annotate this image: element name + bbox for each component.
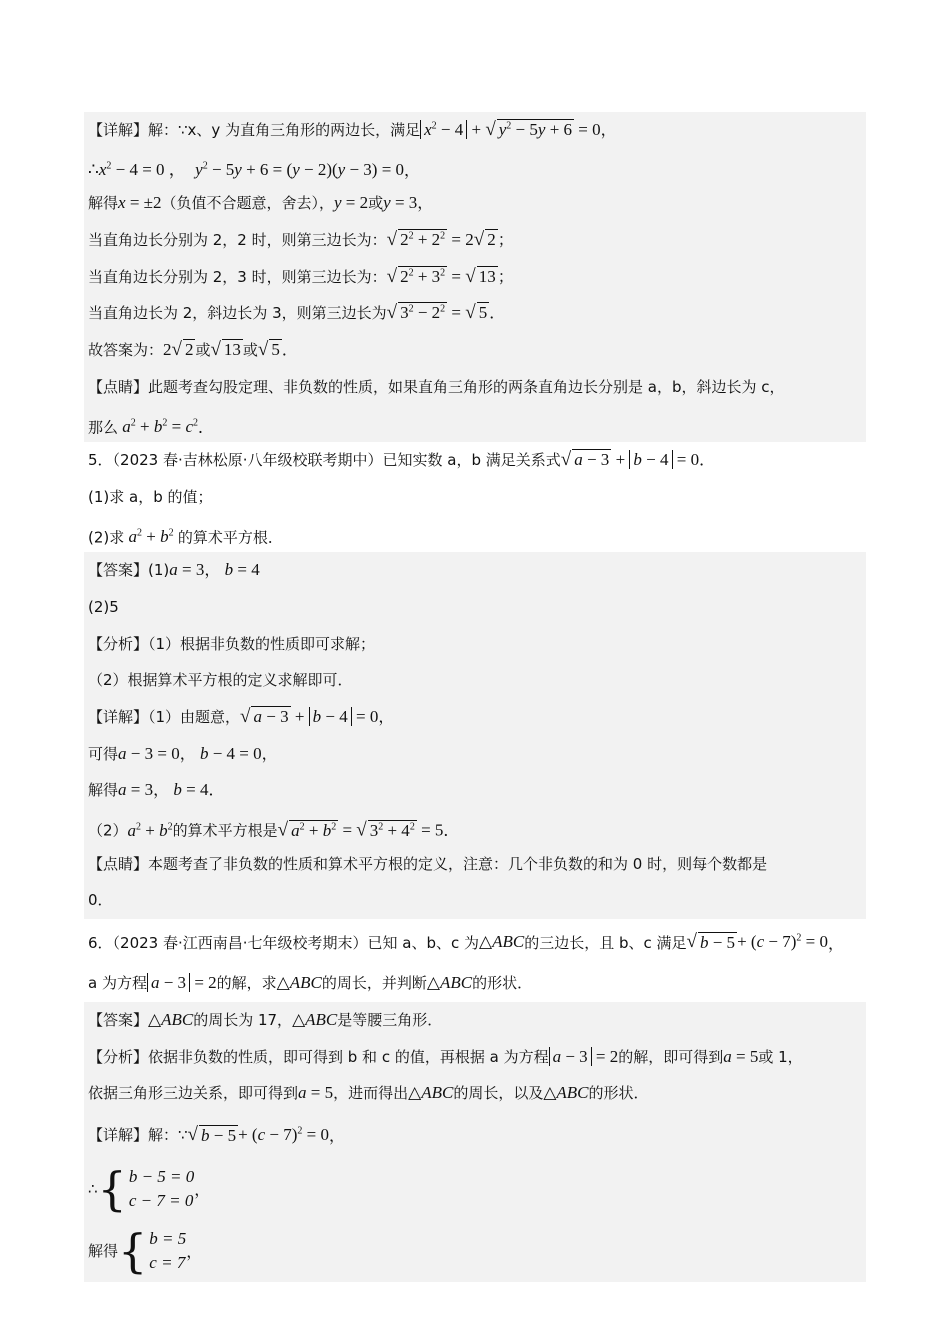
q4-detail-line-2: $\therefore x^2 - 4 = 0$ ， $y^2 - 5y + 6 = (y - 2)(y - 3) = 0$， [88, 160, 421, 180]
question-6 [84, 919, 866, 1002]
q4-detail-line-6: 当直角边长为 2，斜边长为 3，则第三边长为√ $3^2 - 2^2$ = √ 5 ． [88, 302, 506, 324]
q4-detail-line-5: 当直角边长分别为 2，3 时，则第三边长为：√ $2^2 + 3^2$ = √ 13 ； [88, 265, 514, 287]
q4-detail-line-1: 【详解】解：∵x、y 为直角三角形的两边长，满足 $x^2 - 4$ + √ $y^2 - 5y + 6 = 0$， [88, 119, 617, 140]
q4-detail-line-3: 解得x = ±2（负值不合题意，舍去），y = 2或y = 3， [88, 193, 434, 213]
q5-detail-2: 可得a − 3 = 0， b − 4 = 0， [88, 743, 278, 763]
q4-comment-line-1: 【点睛】此题考查勾股定理、非负数的性质，如果直角三角形的两条直角边长分别是 a，b，斜边长为 c， [88, 377, 785, 396]
q5-answer-2: (2)5 [88, 597, 119, 616]
q5-part-1: (1)求 a，b 的值； [88, 487, 213, 506]
q5-comment-1: 【点睛】本题考查了非负数的性质和算术平方根的定义，注意：几个非负数的和为 0 时，则每个数都是 [88, 854, 768, 873]
solution-block-q6 [84, 1002, 866, 1282]
q6-system-2: 解得 { b = 5 c = 7 ， [88, 1223, 203, 1278]
solution-block-q5 [84, 552, 866, 919]
q5-answer-1: 【答案】(1)a = 3， b = 4 [88, 560, 260, 580]
q6-analysis-2: 依据三角形三边关系，即可得到a = 5，进而得出△ABC的周长，以及△ABC的形状． [88, 1083, 649, 1103]
question-5 [84, 442, 866, 552]
q6-analysis-1: 【分析】依据非负数的性质，即可得到 b 和 c 的值，再根据 a 为方程 a − 3 = 2的解，即可得到a = 5或 1， [88, 1046, 803, 1066]
q5-analysis-2: （2）根据算术平方根的定义求解即可． [88, 671, 353, 690]
q6-system-1: ∴ { b − 5 = 0 c − 7 = 0 ， [88, 1161, 211, 1216]
q5-comment-2: 0． [88, 891, 113, 910]
q5-detail-1: 【详解】（1）由题意，√ a − 3 + b − 4 = 0， [88, 706, 395, 727]
q5-detail-4: $(2)a^2 + b^2$的算术平方根是√ $a^2 + b^2$ = √ $3^2 + 4^2 = 5$． [88, 819, 460, 841]
q5-stem: 5．（2023 春·吉林松原·八年级校联考期中）已知实数 a，b 满足关系式√ a − 3 + b − 4 = 0． [88, 449, 716, 471]
q5-part-2: (2)求 $a^2 + b^2$ 的算术平方根． [88, 527, 283, 547]
q5-detail-3: 解得a = 3， b = 4． [88, 780, 225, 800]
q6-stem-1: 6．（2023 春·江西南昌·七年级校考期末）已知 a、b、c 为 △ABC 的三边长，且 b、c 满足 √ b − 5 + $(c - 7)^2 = 0$ ， [88, 931, 844, 953]
solution-block-q4 [84, 112, 866, 442]
q6-detail-1: 【详解】解：∵ √ b − 5 + $(c - 7)^2 = 0$ ， [88, 1123, 345, 1146]
q6-answer: 【答案】△ABC的周长为 17，△ABC是等腰三角形． [88, 1009, 443, 1029]
q4-answer-line: 故答案为：2√ 2 或√ 13 或√ 5 ． [88, 339, 298, 361]
q4-detail-line-4: 当直角边长分别为 2，2 时，则第三边长为：√ $2^2 + 2^2 = 2√$ 2 ； [88, 229, 514, 251]
q5-analysis-1: 【分析】（1）根据非负数的性质即可求解； [88, 634, 376, 653]
q6-stem-2: a 为方程 a − 3 = 2的解，求△ABC的周长，并判断△ABC的形状． [88, 973, 533, 993]
q4-comment-line-2: 那么 $a^2 + b^2 = c^2$． [88, 417, 215, 437]
document-page [84, 112, 866, 1282]
